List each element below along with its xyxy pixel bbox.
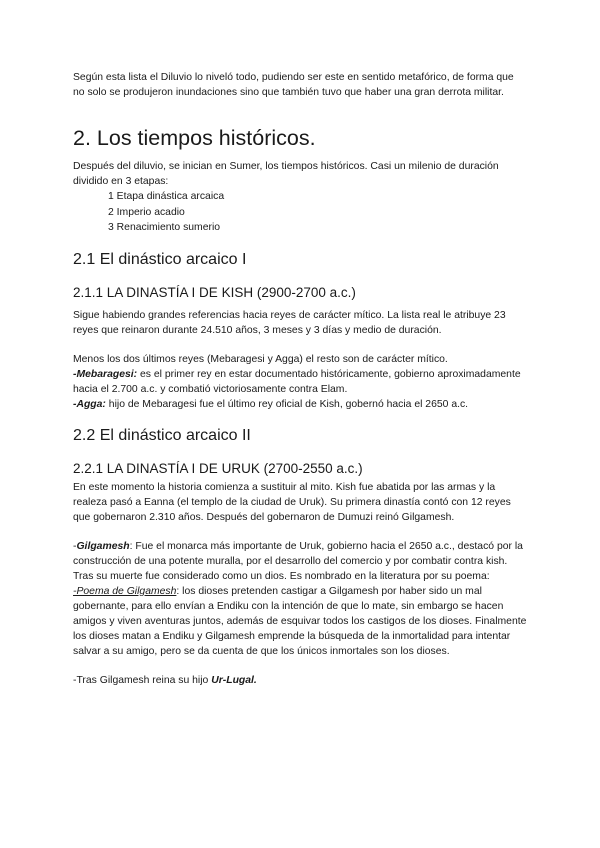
mebaragesi-label: -Mebaragesi:	[73, 368, 138, 380]
section-2-2-heading: 2.2 El dinástico arcaico II	[73, 426, 251, 444]
kish-paragraph-2: Menos los dos últimos reyes (Mebaragesi y Agga) el resto son de carácter mítico.	[73, 353, 448, 365]
urlugal-label: Ur-Lugal.	[211, 674, 257, 686]
agga-label: -Agga:	[73, 398, 106, 410]
agga-paragraph	[73, 397, 528, 412]
section-2-1-1-heading: 2.1.1 LA DINASTÍA I DE KISH (2900-2700 a.c.)	[73, 284, 356, 300]
section-2-2-1-heading: 2.2.1 LA DINASTÍA I DE URUK (2700-2550 a.c.)	[73, 460, 363, 476]
kish-paragraph-1: Sigue habiendo grandes referencias hacia reyes de carácter mítico. La lista real le atribuye 23 reyes que reinaron durante 24.510 años, 3 meses y 3 días y medio de duración.	[73, 309, 506, 336]
section-2-paragraph: Después del diluvio, se inician en Sumer, los tiempos históricos. Casi un milenio de duración dividido en 3 etapas:	[73, 161, 499, 187]
poema-text: : los dioses pretenden castigar a Gilgamesh por haber sido un mal gobernante, para ello envían a Endiku con la intención de que lo mate, sin embargo se hacen amigos y viven aventuras juntos, además de esquivar todos los castigos de los dioses. Finalmente los dioses matan a Endiku y Gilgamesh emprende la búsqueda de la inmortalidad para intentar salvar a su amigo, pero se da cuenta de que los únicos inmortales son los dioses.	[73, 585, 527, 657]
uruk-paragraph-1: En este momento la historia comienza a sustituir al mito. Kish fue abatida por las armas y la realeza pasó a Eanna (el templo de la ciudad de Uruk). Su primera dinastía contó con 12 reyes que gobernaron 2.310 años. Después del gobernaron de Dumuzi reinó Gilgamesh.	[73, 481, 511, 523]
urlugal-paragraph	[73, 673, 528, 688]
list-item: 2 Imperio acadio	[108, 206, 185, 218]
intro-paragraph: Según esta lista el Diluvio lo niveló todo, pudiendo ser este en sentido metafórico, de forma que no solo se produjeron inundaciones sino que también tuvo que haber una gran derrota militar.	[73, 72, 514, 98]
mebaragesi-text: es el primer rey en estar documentado históricamente, gobierno aproximadamente hacia el 2.700 a.c. y combatió victoriosamente contra Elam.	[73, 368, 521, 395]
gilgamesh-prefix: -	[73, 540, 77, 552]
gilgamesh-label: Gilgamesh	[76, 540, 130, 552]
stages-list	[108, 189, 528, 236]
gilgamesh-paragraph	[73, 539, 528, 584]
mebaragesi-paragraph	[73, 367, 528, 397]
gilgamesh-text: : Fue el monarca más importante de Uruk, gobierno hacia el 2650 a.c., destacó por la construcción de una potente muralla, por el desarrollo del comercio y por combatir contra kish. Tras su muerte fue considerado como un dios. Es nombrado en la literatura por su poema:	[73, 540, 523, 582]
list-item: 3 Renacimiento sumerio	[108, 222, 221, 233]
poema-label: -Poema de Gilgamesh	[73, 585, 177, 597]
agga-text: hijo de Mebaragesi fue el último rey oficial de Kish, gobernó hacia el 2650 a.c.	[105, 398, 469, 410]
list-item: 1 Etapa dinástica arcaica	[108, 191, 225, 202]
section-2-heading: 2. Los tiempos históricos.	[73, 126, 316, 150]
urlugal-text: -Tras Gilgamesh reina su hijo	[73, 674, 212, 686]
section-2-1-heading: 2.1 El dinástico arcaico I	[73, 250, 247, 268]
poema-paragraph	[73, 584, 528, 659]
